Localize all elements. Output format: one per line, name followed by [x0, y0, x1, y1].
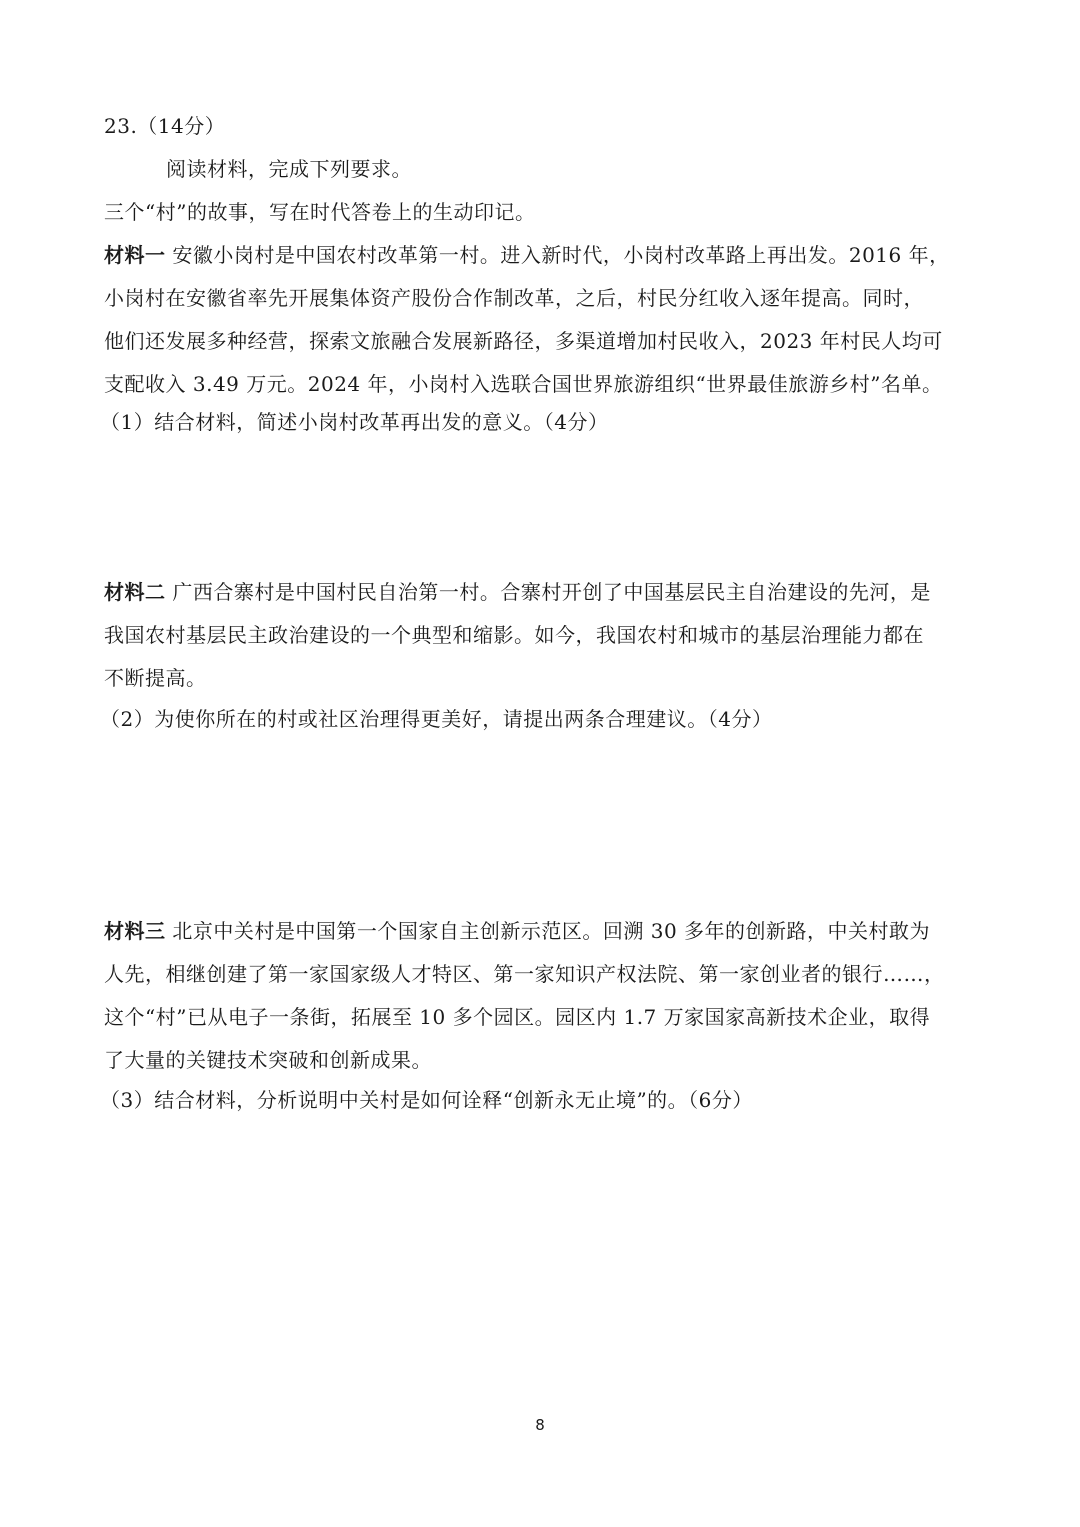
material1-line-1: [104, 241, 980, 269]
material2-line-3: 不断提高。: [104, 666, 207, 690]
material1-line-3: 他们还发展多种经营，探索文旅融合发展新路径，多渠道增加村民收入，2023 年村民人均可: [104, 329, 943, 353]
material1-line-2: 小岗村在安徽省率先开展集体资产股份合作制改革，之后，村民分红收入逐年提高。同时，: [104, 286, 924, 310]
material3-line-4: 了大量的关键技术突破和创新成果。: [104, 1048, 432, 1072]
material3-text: 北京中关村是中国第一个国家自主创新示范区。回溯 30 多年的创新路，中关村敢为: [172, 919, 931, 943]
material1-text: 安徽小岗村是中国农村改革第一村。进入新时代，小岗村改革路上再出发。2016 年，: [172, 243, 950, 267]
question-2: （2）为使你所在的村或社区治理得更美好，请提出两条合理建议。（4分）: [100, 707, 773, 731]
material1-label: 材料一: [104, 243, 166, 267]
material2-text: 广西合寨村是中国村民自治第一村。合寨村开创了中国基层民主自治建设的先河，是: [172, 580, 931, 604]
material3-line-3: 这个“村”已从电子一条街，拓展至 10 多个园区。园区内 1.7 万家国家高新技术企业，取得: [104, 1005, 931, 1029]
question-1: （1）结合材料，简述小岗村改革再出发的意义。（4分）: [100, 410, 609, 434]
question-3: （3）结合材料，分析说明中关村是如何诠释“创新永无止境”的。（6分）: [100, 1088, 753, 1112]
material1-line-4: 支配收入 3.49 万元。2024 年，小岗村入选联合国世界旅游组织“世界最佳旅游乡村”名单。: [104, 372, 943, 396]
question-intro: 三个“村”的故事，写在时代答卷上的生动印记。: [104, 200, 536, 224]
material2-label: 材料二: [104, 580, 166, 604]
material3-line-2: 人先，相继创建了第一家国家级人才特区、第一家知识产权法院、第一家创业者的银行……，: [104, 962, 945, 986]
page-number: 8: [535, 1416, 545, 1434]
material3-label: 材料三: [104, 919, 166, 943]
material3-line-1: [104, 917, 980, 945]
material2-line-1: [104, 578, 980, 606]
question-header: 23.（14分）: [104, 114, 226, 138]
material2-line-2: 我国农村基层民主政治建设的一个典型和缩影。如今，我国农村和城市的基层治理能力都在: [104, 623, 924, 647]
question-instruction: 阅读材料，完成下列要求。: [166, 157, 412, 181]
